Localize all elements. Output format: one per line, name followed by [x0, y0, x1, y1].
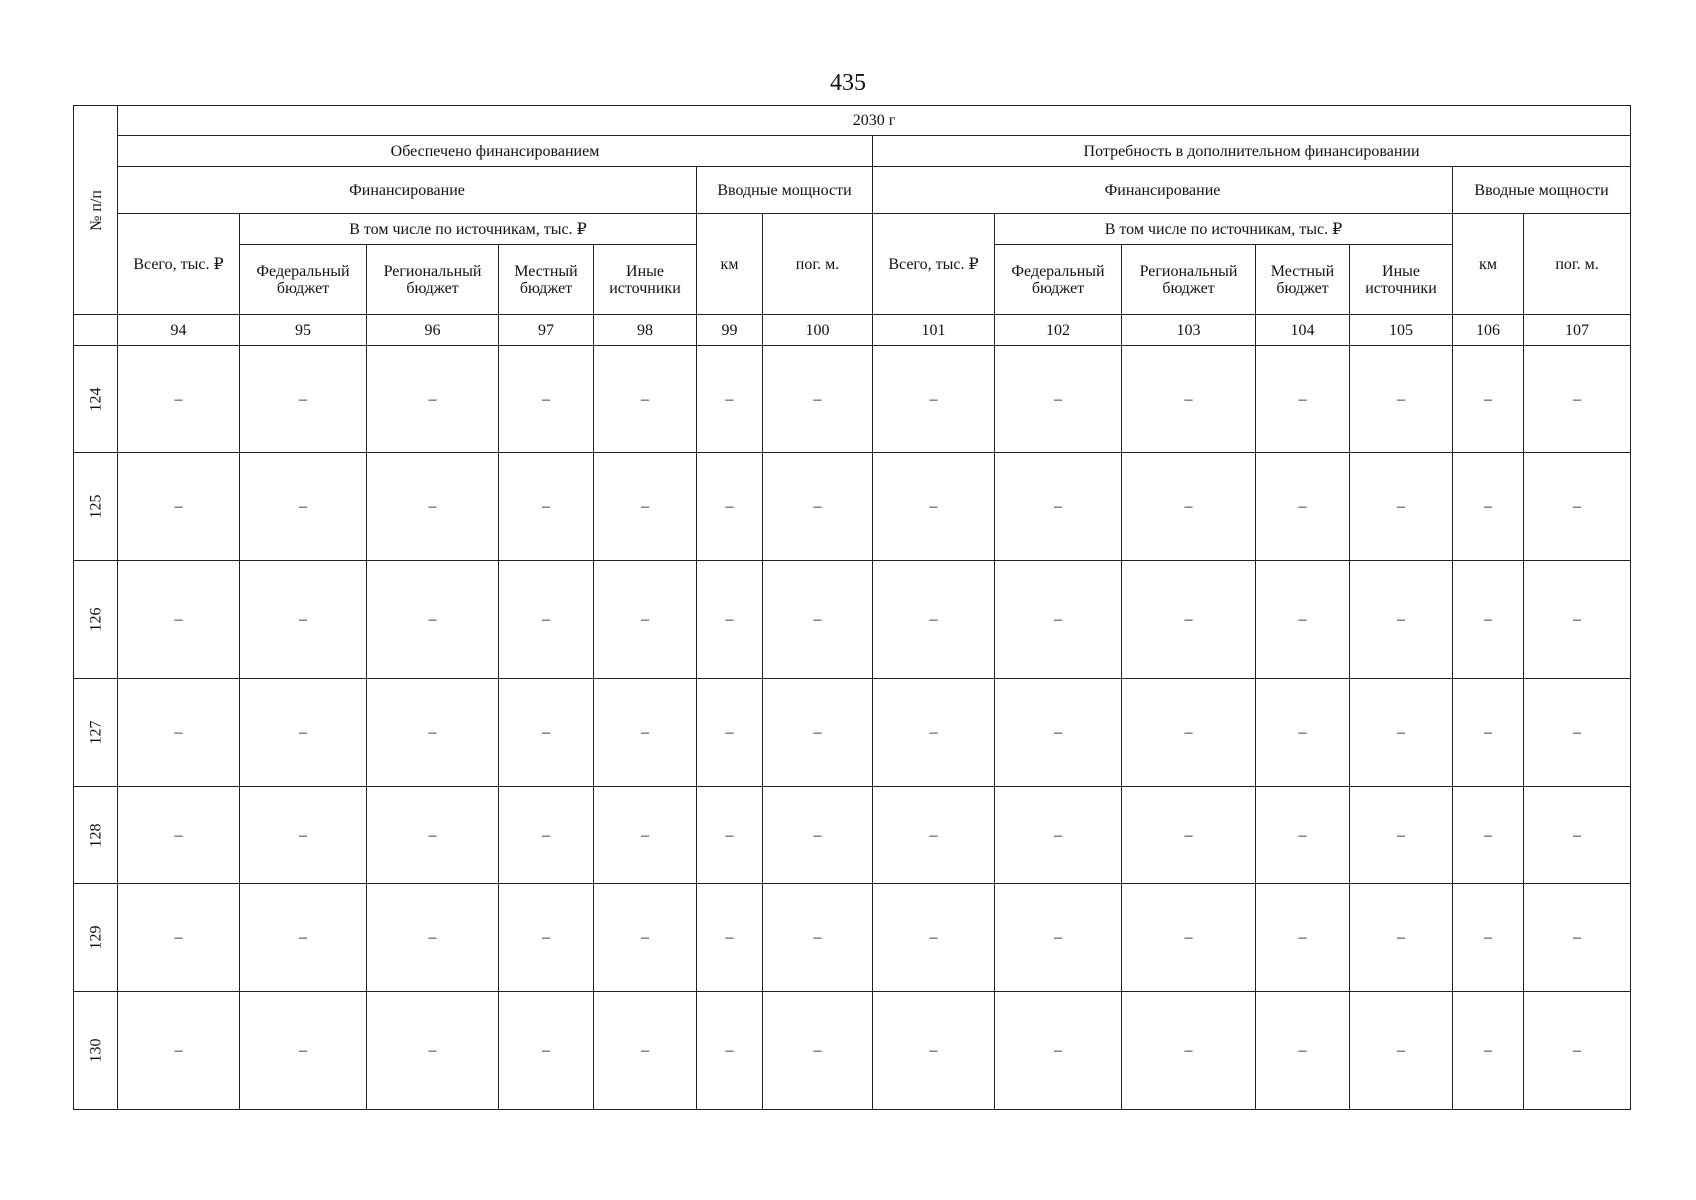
table-cell: –: [1524, 884, 1631, 992]
column-number: 106: [1453, 315, 1524, 346]
column-number: [74, 315, 118, 346]
table-cell: –: [118, 561, 240, 679]
table-cell: –: [1524, 679, 1631, 787]
table-cell: –: [1350, 787, 1453, 884]
table-cell: –: [697, 453, 763, 561]
table-cell: –: [499, 884, 594, 992]
year-header: 2030 г: [118, 106, 1631, 136]
table-cell: –: [367, 346, 499, 453]
column-number: 102: [995, 315, 1122, 346]
table-cell: –: [594, 884, 697, 992]
table-cell: –: [1524, 453, 1631, 561]
row-number-cell: [74, 884, 118, 992]
table-cell: –: [499, 787, 594, 884]
row-number: 130: [87, 1038, 104, 1063]
financing-header: Финансирование: [873, 167, 1453, 214]
table-cell: –: [240, 884, 367, 992]
table-cell: –: [367, 992, 499, 1110]
by-sources-header: В том числе по источникам, тыс. ₽: [240, 214, 697, 245]
table-cell: –: [1350, 884, 1453, 992]
table-cell: –: [240, 787, 367, 884]
table-row: [74, 453, 1631, 561]
table-cell: –: [1453, 561, 1524, 679]
column-number: 101: [873, 315, 995, 346]
column-number: 95: [240, 315, 367, 346]
local-header: Местный бюджет: [1256, 245, 1350, 315]
federal-header: Федеральный бюджет: [995, 245, 1122, 315]
table-cell: –: [1350, 346, 1453, 453]
row-number: 124: [87, 387, 104, 411]
table-cell: –: [995, 787, 1122, 884]
table-cell: –: [697, 679, 763, 787]
table-cell: –: [1256, 884, 1350, 992]
table-cell: –: [1350, 561, 1453, 679]
table-cell: –: [1350, 992, 1453, 1110]
table-cell: –: [594, 679, 697, 787]
column-number: 107: [1524, 315, 1631, 346]
km-header: км: [697, 214, 763, 315]
table-row: [74, 561, 1631, 679]
table-cell: –: [1256, 561, 1350, 679]
table-cell: –: [995, 453, 1122, 561]
table-row: [74, 679, 1631, 787]
table-cell: –: [118, 884, 240, 992]
table-cell: –: [1122, 679, 1256, 787]
row-number-cell: [74, 453, 118, 561]
table-cell: –: [118, 453, 240, 561]
financing-header: Финансирование: [118, 167, 697, 214]
other-header: Иные источники: [1350, 245, 1453, 315]
pog-m-header: пог. м.: [1524, 214, 1631, 315]
table-cell: –: [697, 992, 763, 1110]
table-cell: –: [873, 453, 995, 561]
table-cell: –: [367, 884, 499, 992]
row-number-cell: [74, 679, 118, 787]
table-cell: –: [240, 453, 367, 561]
row-number: 126: [87, 607, 104, 632]
table-cell: –: [118, 787, 240, 884]
table-cell: –: [594, 787, 697, 884]
table-cell: –: [1524, 992, 1631, 1110]
table-cell: –: [240, 992, 367, 1110]
table-cell: –: [873, 561, 995, 679]
table-cell: –: [995, 561, 1122, 679]
local-header: Местный бюджет: [499, 245, 594, 315]
table-cell: –: [697, 346, 763, 453]
table-cell: –: [499, 679, 594, 787]
table-cell: –: [1524, 787, 1631, 884]
column-number: 103: [1122, 315, 1256, 346]
table-cell: –: [1453, 346, 1524, 453]
table-cell: –: [1453, 679, 1524, 787]
secured-group-header: Обеспечено финансированием: [118, 136, 873, 167]
table-cell: –: [1122, 992, 1256, 1110]
page-number: 435: [830, 70, 866, 96]
table-cell: –: [1453, 453, 1524, 561]
table-cell: –: [499, 453, 594, 561]
table-cell: –: [1524, 346, 1631, 453]
column-number: 98: [594, 315, 697, 346]
table-cell: –: [873, 346, 995, 453]
table-cell: –: [1453, 787, 1524, 884]
table-cell: –: [995, 679, 1122, 787]
pog-m-header: пог. м.: [763, 214, 873, 315]
table-cell: –: [118, 679, 240, 787]
table-cell: –: [763, 787, 873, 884]
table-cell: –: [499, 561, 594, 679]
column-number: 94: [118, 315, 240, 346]
table-cell: –: [763, 679, 873, 787]
table-cell: –: [367, 679, 499, 787]
table-body: [74, 346, 1631, 1110]
table-cell: –: [240, 561, 367, 679]
table-row: [74, 346, 1631, 453]
row-number: 127: [87, 720, 104, 745]
table-cell: –: [995, 884, 1122, 992]
table-cell: –: [1122, 884, 1256, 992]
km-header: км: [1453, 214, 1524, 315]
table-cell: –: [499, 346, 594, 453]
table-cell: –: [594, 453, 697, 561]
column-number: 104: [1256, 315, 1350, 346]
total-header: Всего, тыс. ₽: [873, 214, 995, 315]
by-sources-header: В том числе по источникам, тыс. ₽: [995, 214, 1453, 245]
table-cell: –: [763, 884, 873, 992]
table-row: [74, 787, 1631, 884]
table-cell: –: [1350, 453, 1453, 561]
table-cell: –: [499, 992, 594, 1110]
table-cell: –: [1453, 884, 1524, 992]
table-row: [74, 884, 1631, 992]
table-cell: –: [1453, 992, 1524, 1110]
capacities-header: Вводные мощности: [1453, 167, 1631, 214]
row-number-cell: [74, 992, 118, 1110]
table-cell: –: [118, 346, 240, 453]
row-number-cell: [74, 787, 118, 884]
table-cell: –: [367, 561, 499, 679]
table-cell: –: [697, 787, 763, 884]
column-numbers-row: [74, 315, 1631, 346]
table-cell: –: [1350, 679, 1453, 787]
table-cell: –: [1256, 679, 1350, 787]
row-number: 129: [87, 925, 104, 950]
additional-group-header: Потребность в дополнительном финансировании: [873, 136, 1631, 167]
table-cell: –: [763, 346, 873, 453]
table-cell: –: [1122, 346, 1256, 453]
total-header: Всего, тыс. ₽: [118, 214, 240, 315]
table-cell: –: [995, 992, 1122, 1110]
column-number: 96: [367, 315, 499, 346]
table-cell: –: [594, 561, 697, 679]
column-number: 97: [499, 315, 594, 346]
table-cell: –: [1122, 787, 1256, 884]
regional-header: Региональный бюджет: [367, 245, 499, 315]
row-number-cell: [74, 561, 118, 679]
table-cell: –: [873, 884, 995, 992]
row-number-header: № п/п: [74, 106, 118, 315]
column-number: 99: [697, 315, 763, 346]
capacities-header: Вводные мощности: [697, 167, 873, 214]
table-cell: –: [1524, 561, 1631, 679]
table-cell: –: [1122, 453, 1256, 561]
row-number: 128: [87, 823, 104, 847]
regional-header: Региональный бюджет: [1122, 245, 1256, 315]
table-cell: –: [1256, 453, 1350, 561]
other-header: Иные источники: [594, 245, 697, 315]
table-cell: –: [240, 346, 367, 453]
table-cell: –: [763, 453, 873, 561]
table-cell: –: [367, 787, 499, 884]
table-cell: –: [763, 992, 873, 1110]
table-cell: –: [873, 679, 995, 787]
column-number: 100: [763, 315, 873, 346]
row-number-cell: [74, 346, 118, 453]
table-cell: –: [1122, 561, 1256, 679]
table-row: [74, 992, 1631, 1110]
table-cell: –: [367, 453, 499, 561]
table-cell: –: [1256, 992, 1350, 1110]
table-cell: –: [763, 561, 873, 679]
column-number: 105: [1350, 315, 1453, 346]
table-cell: –: [697, 884, 763, 992]
table-cell: –: [1256, 346, 1350, 453]
table-cell: –: [118, 992, 240, 1110]
table-cell: –: [1256, 787, 1350, 884]
table-cell: –: [240, 679, 367, 787]
table-cell: –: [697, 561, 763, 679]
table-cell: –: [594, 346, 697, 453]
financing-table: [73, 105, 1631, 1110]
table-cell: –: [594, 992, 697, 1110]
federal-header: Федеральный бюджет: [240, 245, 367, 315]
table-cell: –: [995, 346, 1122, 453]
table-cell: –: [873, 787, 995, 884]
table-cell: –: [873, 992, 995, 1110]
row-number: 125: [87, 494, 104, 519]
